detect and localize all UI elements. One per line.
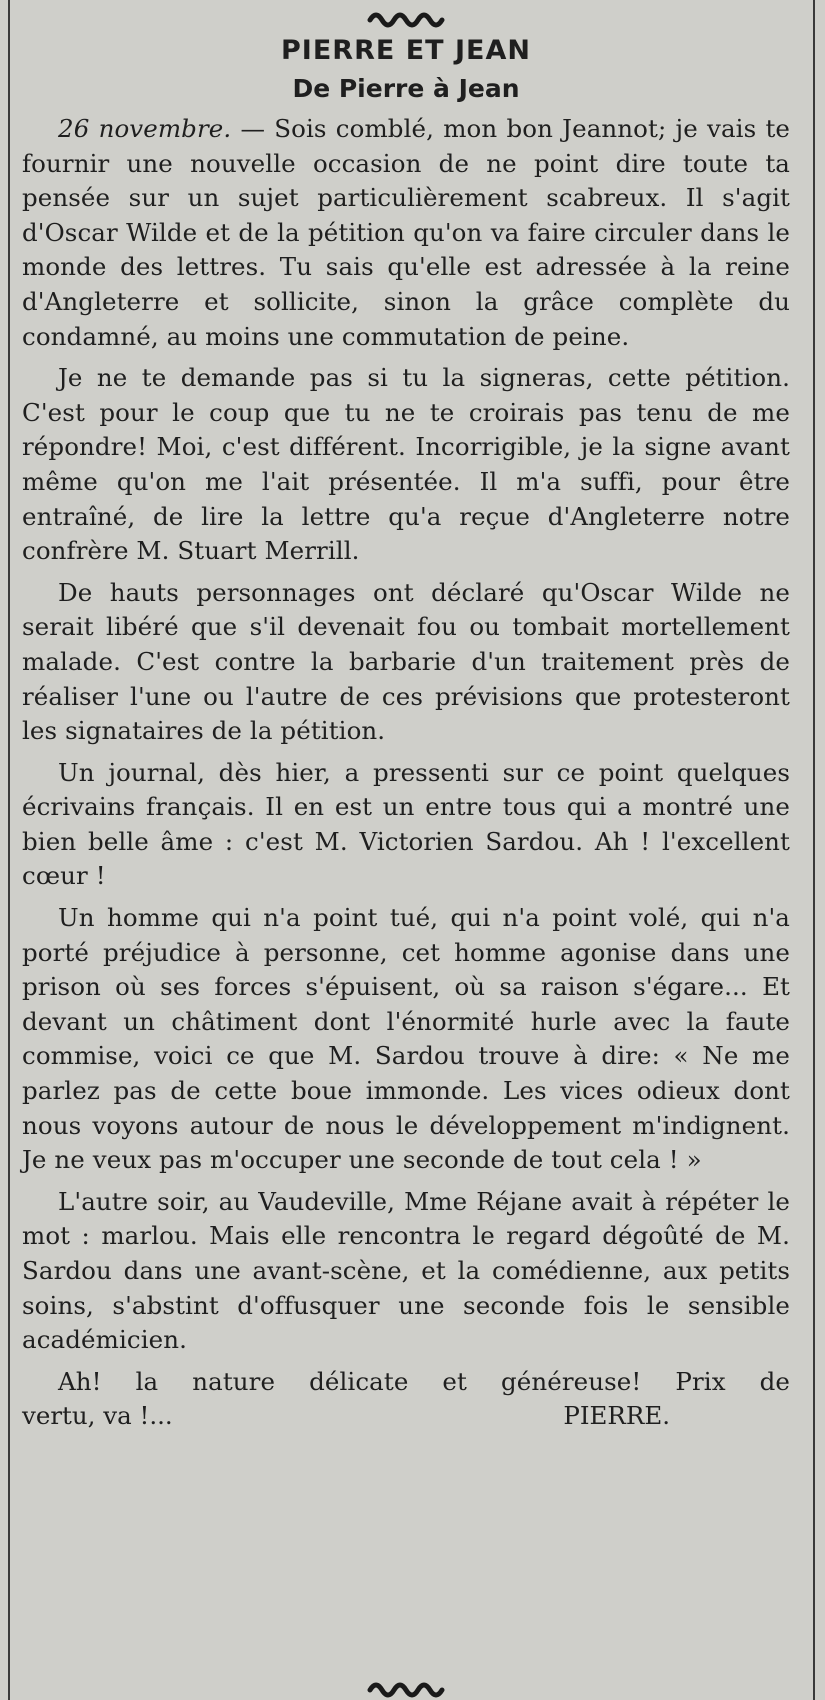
paragraph-6: L'autre soir, au Vaudeville, Mme Réjane avait à répéter le mot : marlou. Mais elle rencontra le regard dégoûté de M. Sardou dans une avant-scène, et la comédienne, aux petits soins, s'abstint d'offusquer une seconde fois le sensible académicien. xyxy=(22,1186,790,1355)
paragraph-2: Je ne te demande pas si tu la signeras, cette pétition. C'est pour le coup que tu ne te croirais pas tenu de me répondre! Moi, c'est différent. Incorrigible, je la signe avant même qu'on me l'ait présentée. Il m'a suffi, pour être entraîné, de lire la lettre qu'a reçue d'Angleterre notre confrère M. Stuart Merrill. xyxy=(22,363,790,566)
bottom-ornament-icon xyxy=(366,1676,446,1698)
closing-text: vertu, va !... xyxy=(22,1401,173,1431)
article-title: PIERRE ET JEAN xyxy=(281,35,531,66)
column-rule-right xyxy=(813,0,815,1700)
paragraph-5: Un homme qui n'a point tué, qui n'a point volé, qui n'a porté préjudice à personne, cet homme agonise dans une prison où ses forces s'épuisent, où sa raison s'égare... Et devant un châtiment dont l'énormité hurle avec la faute commise, voici ce que M. Sardou trouve à dire: « Ne me parlez pas de cette boue immonde. Les vices odieux dont nous voyons autour de nous le développement m'indignent. Je ne veux pas m'occuper une seconde de tout cela ! » xyxy=(22,903,790,1175)
signature: PIERRE. xyxy=(563,1401,670,1431)
paragraph-1-text: — Sois comblé, mon bon Jeannot; je vais te fournir une nouvelle occasion de ne point dire toute ta pensée sur un sujet particulièrement scabreux. Il s'agit d'Oscar Wilde et de la pétition qu'on va faire circuler dans le monde des lettres. Tu sais qu'elle est adressée à la reine d'Angleterre et sollicite, sinon la grâce complète du condamné, au moins une commutation de peine. xyxy=(22,114,790,351)
paragraph-3: De hauts personnages ont déclaré qu'Oscar Wilde ne serait libéré que s'il devenait fou ou tombait mortellement malade. C'est contre la barbarie d'un traitement près de réaliser l'une ou l'autre de ces prévisions que protesteront les signataires de la pétition. xyxy=(22,577,790,746)
article-subtitle: De Pierre à Jean xyxy=(292,74,520,103)
article-column xyxy=(22,0,790,1700)
signoff-line xyxy=(22,1399,790,1434)
paragraph-4: Un journal, dès hier, a pressenti sur ce point quelques écrivains français. Il en est un entre tous qui a montré une bien belle âme : c'est M. Victorien Sardou. Ah ! l'excellent cœur ! xyxy=(22,757,790,891)
article-date: 26 novembre. xyxy=(58,114,232,143)
paragraph-7: Ah! la nature délicate et généreuse! Prix de xyxy=(58,1366,790,1396)
paragraph-1 xyxy=(22,112,790,354)
article-body xyxy=(22,112,790,1434)
top-ornament-icon xyxy=(366,6,446,28)
column-rule-left xyxy=(8,0,10,1700)
